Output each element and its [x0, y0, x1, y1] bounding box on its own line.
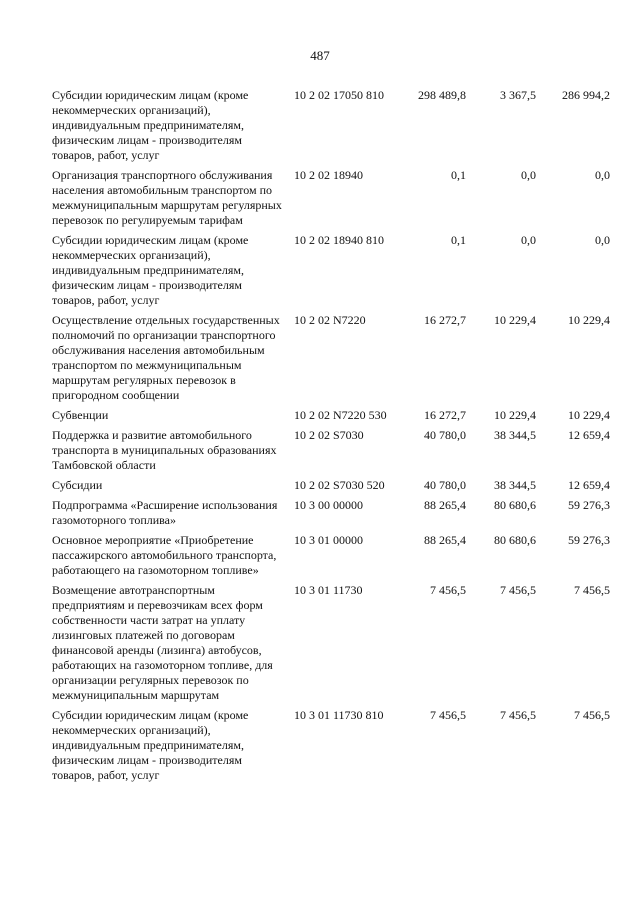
page-number: 487	[310, 48, 330, 63]
row-value-1: 0,1	[451, 168, 466, 182]
row-value-3: 286 994,2	[562, 88, 610, 102]
row-value-1: 0,1	[451, 233, 466, 247]
row-value-2: 38 344,5	[494, 428, 536, 442]
row-name: Субвенции	[52, 408, 109, 422]
row-code: 10 2 02 S7030	[294, 428, 364, 442]
row-code: 10 2 02 S7030 520	[294, 478, 385, 492]
row-value-3: 59 276,3	[568, 498, 610, 512]
row-value-3: 7 456,5	[574, 583, 610, 597]
budget-table	[52, 88, 614, 788]
row-code: 10 2 02 N7220 530	[294, 408, 387, 422]
row-value-2: 80 680,6	[494, 498, 536, 512]
row-name: Субсидии юридическим лицам (кроме некоммерческих организаций), индивидуальным предпринимателям, физическим лицам - производителям товаров, работ, услуг	[52, 233, 249, 307]
row-value-1: 40 780,0	[424, 478, 466, 492]
row-value-2: 10 229,4	[494, 313, 536, 327]
table-row	[52, 313, 614, 403]
row-code: 10 2 02 18940 810	[294, 233, 384, 247]
table-row	[52, 168, 614, 228]
row-code: 10 3 01 11730	[294, 583, 363, 597]
table-row	[52, 408, 614, 423]
row-code: 10 3 01 00000	[294, 533, 363, 547]
table-row	[52, 478, 614, 493]
table-row	[52, 708, 614, 783]
row-name: Подпрограмма «Расширение использования газомоторного топлива»	[52, 498, 278, 527]
row-code: 10 2 02 18940	[294, 168, 363, 182]
row-value-3: 12 659,4	[568, 428, 610, 442]
table-row	[52, 533, 614, 578]
row-value-3: 7 456,5	[574, 708, 610, 722]
table-row	[52, 88, 614, 163]
row-value-2: 7 456,5	[500, 708, 536, 722]
row-value-3: 10 229,4	[568, 408, 610, 422]
row-value-1: 88 265,4	[424, 498, 466, 512]
row-name: Организация транспортного обслуживания населения автомобильным транспортом по межмуниципальным маршрутам регулярных перевозок по регулируемым тарифам	[52, 168, 282, 227]
table-row	[52, 498, 614, 528]
row-value-1: 7 456,5	[430, 583, 466, 597]
row-value-1: 16 272,7	[424, 408, 466, 422]
row-name: Основное мероприятие «Приобретение пассажирского автомобильного транспорта, работающего на газомоторном топливе»	[52, 533, 277, 577]
row-name: Субсидии юридическим лицам (кроме некоммерческих организаций), индивидуальным предпринимателям, физическим лицам - производителям товаров, работ, услуг	[52, 88, 249, 162]
row-code: 10 2 02 17050 810	[294, 88, 384, 102]
row-value-2: 80 680,6	[494, 533, 536, 547]
row-code: 10 2 02 N7220	[294, 313, 366, 327]
row-value-2: 0,0	[521, 168, 536, 182]
row-value-1: 298 489,8	[418, 88, 466, 102]
row-value-3: 12 659,4	[568, 478, 610, 492]
table-row	[52, 233, 614, 308]
row-value-1: 7 456,5	[430, 708, 466, 722]
row-value-3: 10 229,4	[568, 313, 610, 327]
row-value-2: 38 344,5	[494, 478, 536, 492]
row-name: Субсидии юридическим лицам (кроме некоммерческих организаций), индивидуальным предпринимателям, физическим лицам - производителям товаров, работ, услуг	[52, 708, 249, 782]
row-value-1: 88 265,4	[424, 533, 466, 547]
row-value-3: 59 276,3	[568, 533, 610, 547]
row-value-2: 10 229,4	[494, 408, 536, 422]
row-name: Возмещение автотранспортным предприятиям и перевозчикам всех форм собственности части затрат на уплату лизинговых платежей по договорам финансовой аренды (лизинга) автобусов, работающих на газомоторном топливе, для организации регулярных перевозок по межмуниципальным маршрутам	[52, 583, 273, 702]
table-row	[52, 583, 614, 703]
row-value-1: 16 272,7	[424, 313, 466, 327]
table-row	[52, 428, 614, 473]
row-code: 10 3 01 11730 810	[294, 708, 384, 722]
row-value-3: 0,0	[595, 168, 610, 182]
row-value-2: 7 456,5	[500, 583, 536, 597]
row-code: 10 3 00 00000	[294, 498, 363, 512]
row-name: Субсидии	[52, 478, 103, 492]
row-value-2: 3 367,5	[500, 88, 536, 102]
row-value-2: 0,0	[521, 233, 536, 247]
row-value-3: 0,0	[595, 233, 610, 247]
row-name: Осуществление отдельных государственных полномочий по организации транспортного обслуживания населения автомобильным транспортом по межмуниципальным маршрутам регулярных перевозок в пригородном сообщении	[52, 313, 280, 402]
row-name: Поддержка и развитие автомобильного транспорта в муниципальных образованиях Тамбовской области	[52, 428, 277, 472]
row-value-1: 40 780,0	[424, 428, 466, 442]
